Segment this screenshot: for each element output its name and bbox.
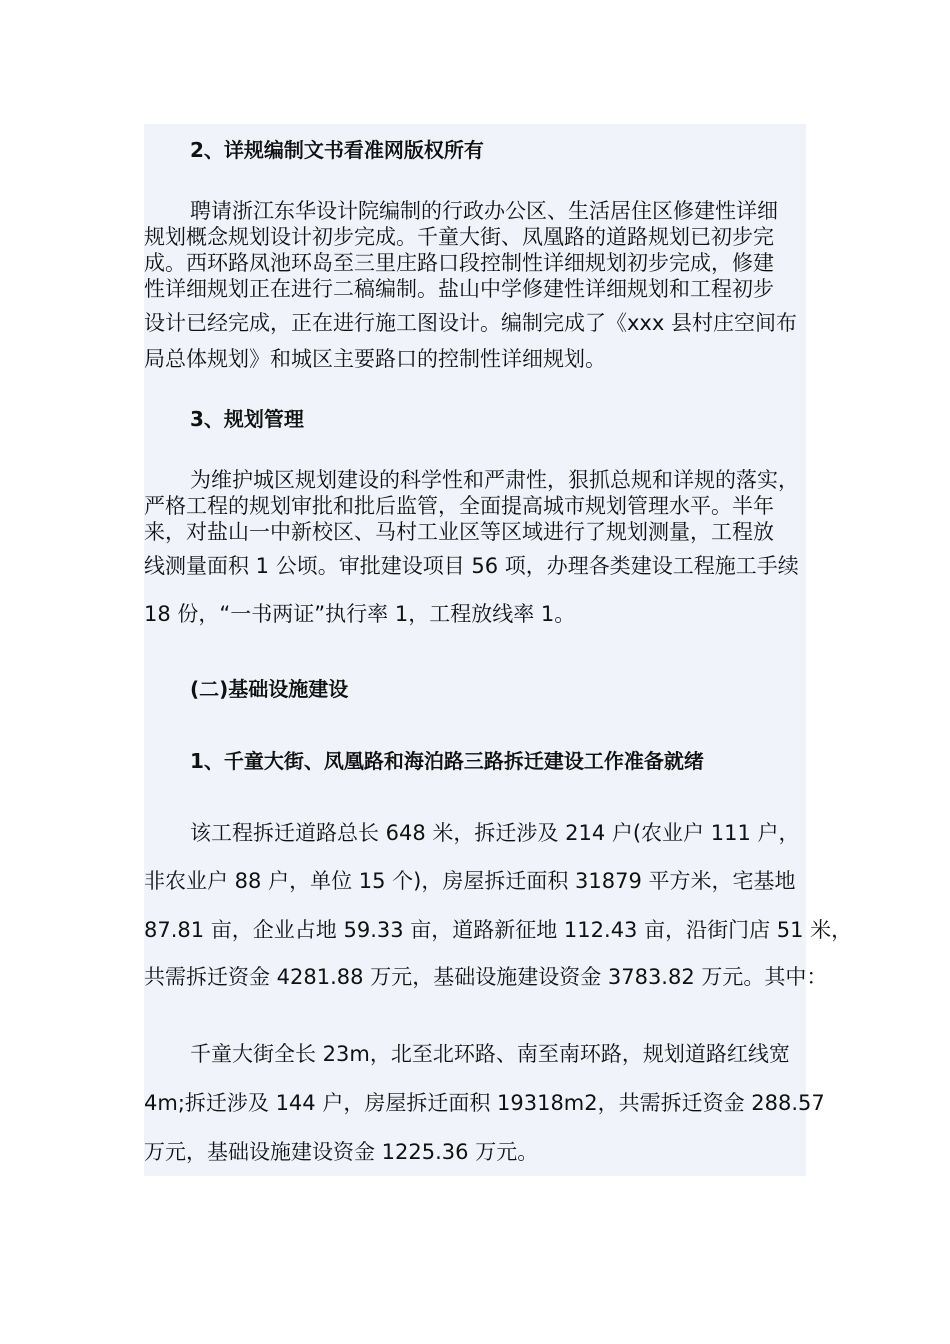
paragraph-line: 设计已经完成，正在进行施工图设计。编制完成了《xxx 县村庄空间布 [144,311,797,335]
paragraph-line: 共需拆迁资金 4281.88 万元，基础设施建设资金 3783.82 万元。其中： [144,965,828,989]
paragraph-line: 千童大街全长 23m，北至北环路、南至南环路，规划道路红线宽 [190,1042,790,1066]
paragraph-line: 该工程拆迁道路总长 648 米，拆迁涉及 214 户(农业户 111 户， [190,821,800,845]
section-heading: 2、详规编制文书看准网版权所有 [190,138,484,162]
paragraph-line: 18 份，“一书两证”执行率 1，工程放线率 1。 [144,602,576,626]
paragraph-line: 聘请浙江东华设计院编制的行政办公区、生活居住区修建性详细 [190,199,778,223]
paragraph-line: 性详细规划正在进行二稿编制。盐山中学修建性详细规划和工程初步 [144,277,774,301]
paragraph-line: 严格工程的规划审批和批后监管，全面提高城市规划管理水平。半年 [144,494,774,518]
paragraph-line: 87.81 亩，企业占地 59.33 亩，道路新征地 112.43 亩，沿街门店 51 米， [144,918,853,942]
paragraph-line: 局总体规划》和城区主要路口的控制性详细规划。 [144,347,606,371]
paragraph-line: 来，对盐山一中新校区、马村工业区等区域进行了规划测量，工程放 [144,520,774,544]
section-heading: 1、千童大街、凤凰路和海泊路三路拆迁建设工作准备就绪 [190,749,704,773]
paragraph-line: 为维护城区规划建设的科学性和严肃性，狠抓总规和详规的落实， [190,468,799,492]
paragraph-line: 4m;拆迁涉及 144 户，房屋拆迁面积 19318m2，共需拆迁资金 288.57 [144,1091,825,1115]
document-content [144,124,853,1176]
section-heading: 3、规划管理 [190,407,304,431]
section-heading: (二)基础设施建设 [190,677,349,701]
paragraph-line: 万元，基础设施建设资金 1225.36 万元。 [144,1140,539,1164]
paragraph-line: 非农业户 88 户，单位 15 个)，房屋拆迁面积 31879 平方米，宅基地 [144,869,796,893]
paragraph-line: 规划概念规划设计初步完成。千童大街、凤凰路的道路规划已初步完 [144,225,774,249]
paragraph-line: 成。西环路凤池环岛至三里庄路口段控制性详细规划初步完成，修建 [144,251,774,275]
paragraph-line: 线测量面积 1 公顷。审批建设项目 56 项，办理各类建设工程施工手续 [144,554,799,578]
